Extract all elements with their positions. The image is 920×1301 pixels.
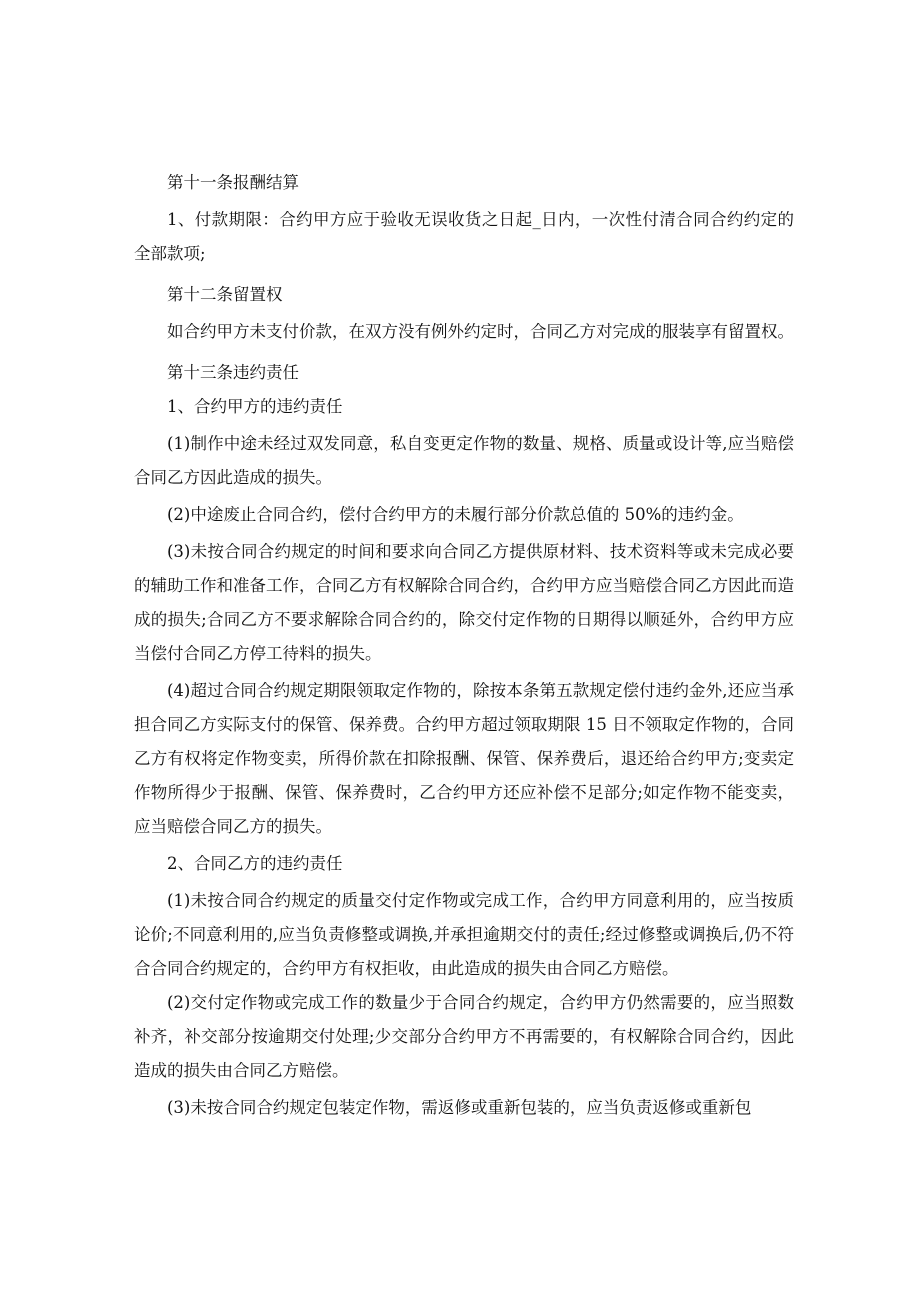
party-a-liability-item-4: (4)超过合同合约规定期限领取定作物的，除按本条第五款规定偿付违约金外,还应当承担合同乙方实际支付的保管、保养费。合约甲方超过领取期限 15 日不领取定作物的，合同乙方有权将定作物变卖，所得价款在扣除报酬、保管、保养费后，退还给合约甲方;变卖定作物所得少于报酬、保管、保养费时，乙合约甲方还应补偿不足部分;如定作物不能变卖，应当赔偿合同乙方的损失。 bbox=[134, 681, 794, 836]
lien-clause: 如合约甲方未支付价款，在双方没有例外约定时，合同乙方对完成的服装享有留置权。 bbox=[167, 322, 794, 341]
party-b-liability-item-1: (1)未按合同合约规定的质量交付定作物或完成工作，合约甲方同意利用的，应当按质论价;不同意利用的,应当负责修整或调换,并承担逾期交付的责任;经过修整或调换后,仍不符合合同合约规定的，合约甲方有权拒收，由此造成的损失由合同乙方赔偿。 bbox=[134, 891, 794, 978]
article-11-heading: 第十一条报酬结算 bbox=[167, 173, 299, 192]
payment-term-clause: 1、付款期限：合约甲方应于验收无误收货之日起_日内，一次性付清合同合约约定的全部款项; bbox=[134, 210, 794, 263]
party-a-liability-item-1: (1)制作中途未经过双发同意，私自变更定作物的数量、规格、质量或设计等,应当赔偿合同乙方因此造成的损失。 bbox=[134, 434, 794, 487]
document-body bbox=[134, 166, 794, 1125]
party-a-liability-item-2: (2)中途废止合同合约，偿付合约甲方的未履行部分价款总值的 50%的违约金。 bbox=[167, 505, 744, 524]
party-b-liability-heading: 2、合同乙方的违约责任 bbox=[167, 854, 343, 873]
party-b-liability-item-3: (3)未按合同合约规定包装定作物，需返修或重新包装的，应当负责返修或重新包 bbox=[167, 1098, 752, 1117]
party-a-liability-heading: 1、合约甲方的违约责任 bbox=[167, 397, 343, 416]
article-13-heading: 第十三条违约责任 bbox=[167, 363, 299, 382]
party-a-liability-item-3: (3)未按合同合约规定的时间和要求向合同乙方提供原材料、技术资料等或未完成必要的辅助工作和准备工作，合同乙方有权解除合同合约，合约甲方应当赔偿合同乙方因此而造成的损失;合同乙方不要求解除合同合约的，除交付定作物的日期得以顺延外，合约甲方应当偿付合同乙方停工待料的损失。 bbox=[134, 542, 794, 663]
article-12-heading: 第十二条留置权 bbox=[167, 285, 283, 304]
party-b-liability-item-2: (2)交付定作物或完成工作的数量少于合同合约规定，合约甲方仍然需要的，应当照数补齐，补交部分按逾期交付处理;少交部分合约甲方不再需要的，有权解除合同合约，因此造成的损失由合同乙方赔偿。 bbox=[134, 993, 794, 1080]
